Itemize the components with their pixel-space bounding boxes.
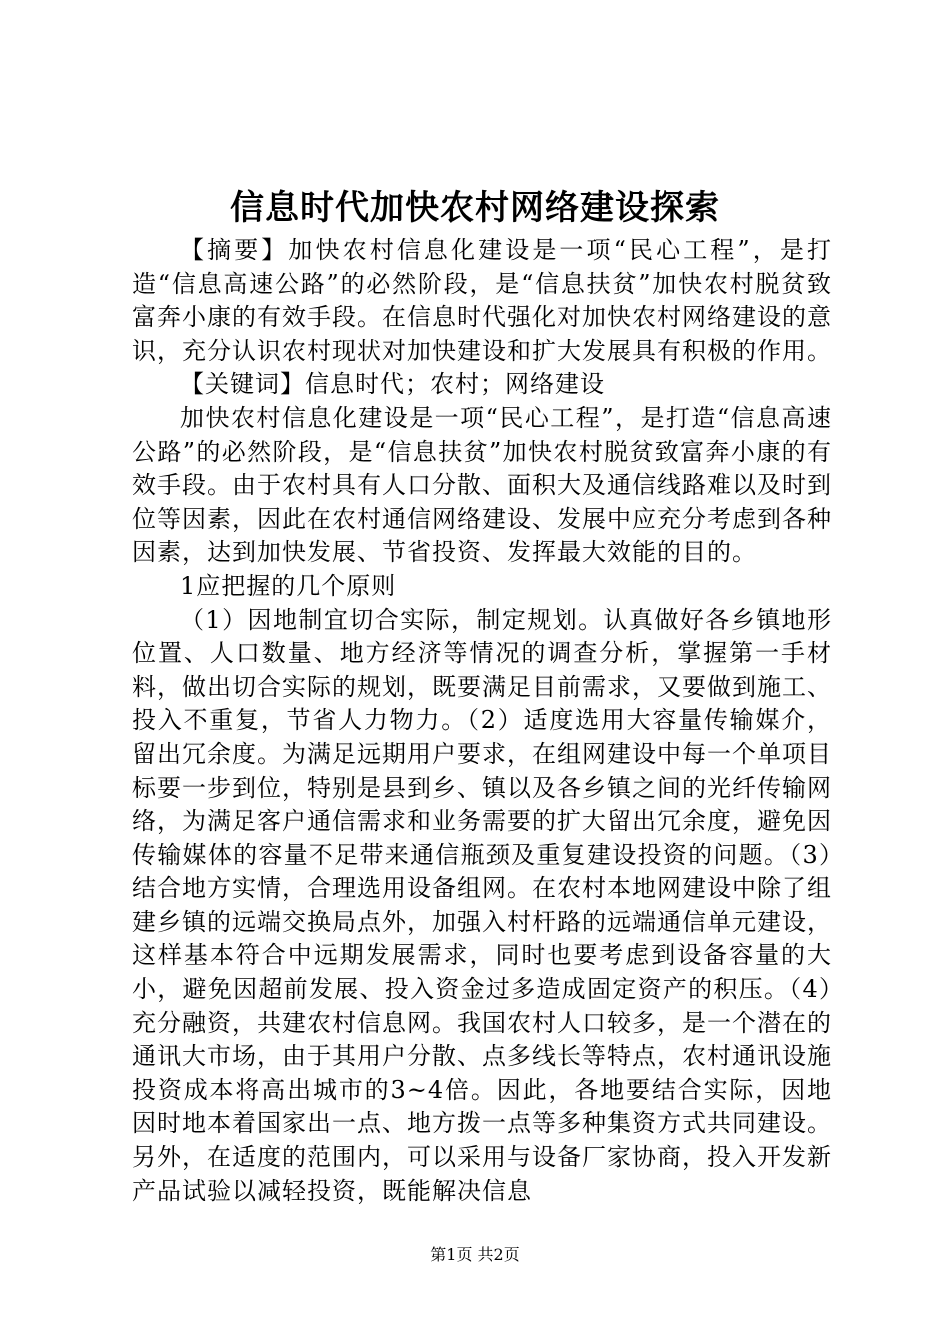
keywords-paragraph: 【关键词】信息时代；农村；网络建设 (180, 370, 605, 399)
intro-paragraph: 加快农村信息化建设是一项“民心工程”，是打造“信息高速公路”的必然阶段，是“信息扶贫”加快农村脱贫致富奔小康的有效手段。由于农村具有人口分散、面积大及通信线路难以及时到位等因素，因此在农村通信网络建设、发展中应充分考虑到各种因素，达到加快发展、节省投资、发挥最大效能的目的。 (132, 403, 832, 567)
document-body (132, 234, 832, 1208)
page-title: 信息时代加快农村网络建设探索 (230, 188, 720, 228)
section-heading: 1应把握的几个原则 (180, 571, 397, 600)
principles-paragraph: （1）因地制宜切合实际，制定规划。认真做好各乡镇地形位置、人口数量、地方经济等情况的调查分析，掌握第一手材料，做出切合实际的规划，既要满足目前需求，又要做到施工、投入不重复，节省人力物力。（2）适度选用大容量传输媒介，留出冗余度。为满足远期用户要求，在组网建设中每一个单项目标要一步到位，特别是县到乡、镇以及各乡镇之间的光纤传输网络，为满足客户通信需求和业务需要的扩大留出冗余度，避免因传输媒体的容量不足带来通信瓶颈及重复建设投资的问题。（3）结合地方实情，合理选用设备组网。在农村本地网建设中除了组建乡镇的远端交换局点外，加强入村杆路的远端通信单元建设，这样基本符合中远期发展需求，同时也要考虑到设备容量的大小，避免因超前发展、投入资金过多造成固定资产的积压。（4）充分融资，共建农村信息网。我国农村人口较多，是一个潜在的通讯大市场，由于其用户分散、点多线长等特点，农村通讯设施投资成本将高出城市的3~4倍。因此，各地要结合实际，因地因时地本着国家出一点、地方拨一点等多种集资方式共同建设。另外，在适度的范围内，可以采用与设备厂家协商，投入开发新产品试验以减轻投资，既能解决信息 (132, 605, 832, 1205)
page-footer: 第1页 共2页 (430, 1245, 520, 1264)
abstract-paragraph: 【摘要】加快农村信息化建设是一项“民心工程”，是打造“信息高速公路”的必然阶段，是“信息扶贫”加快农村脱贫致富奔小康的有效手段。在信息时代强化对加快农村网络建设的意识，充分认识农村现状对加快建设和扩大发展具有积极的作用。 (132, 236, 832, 365)
